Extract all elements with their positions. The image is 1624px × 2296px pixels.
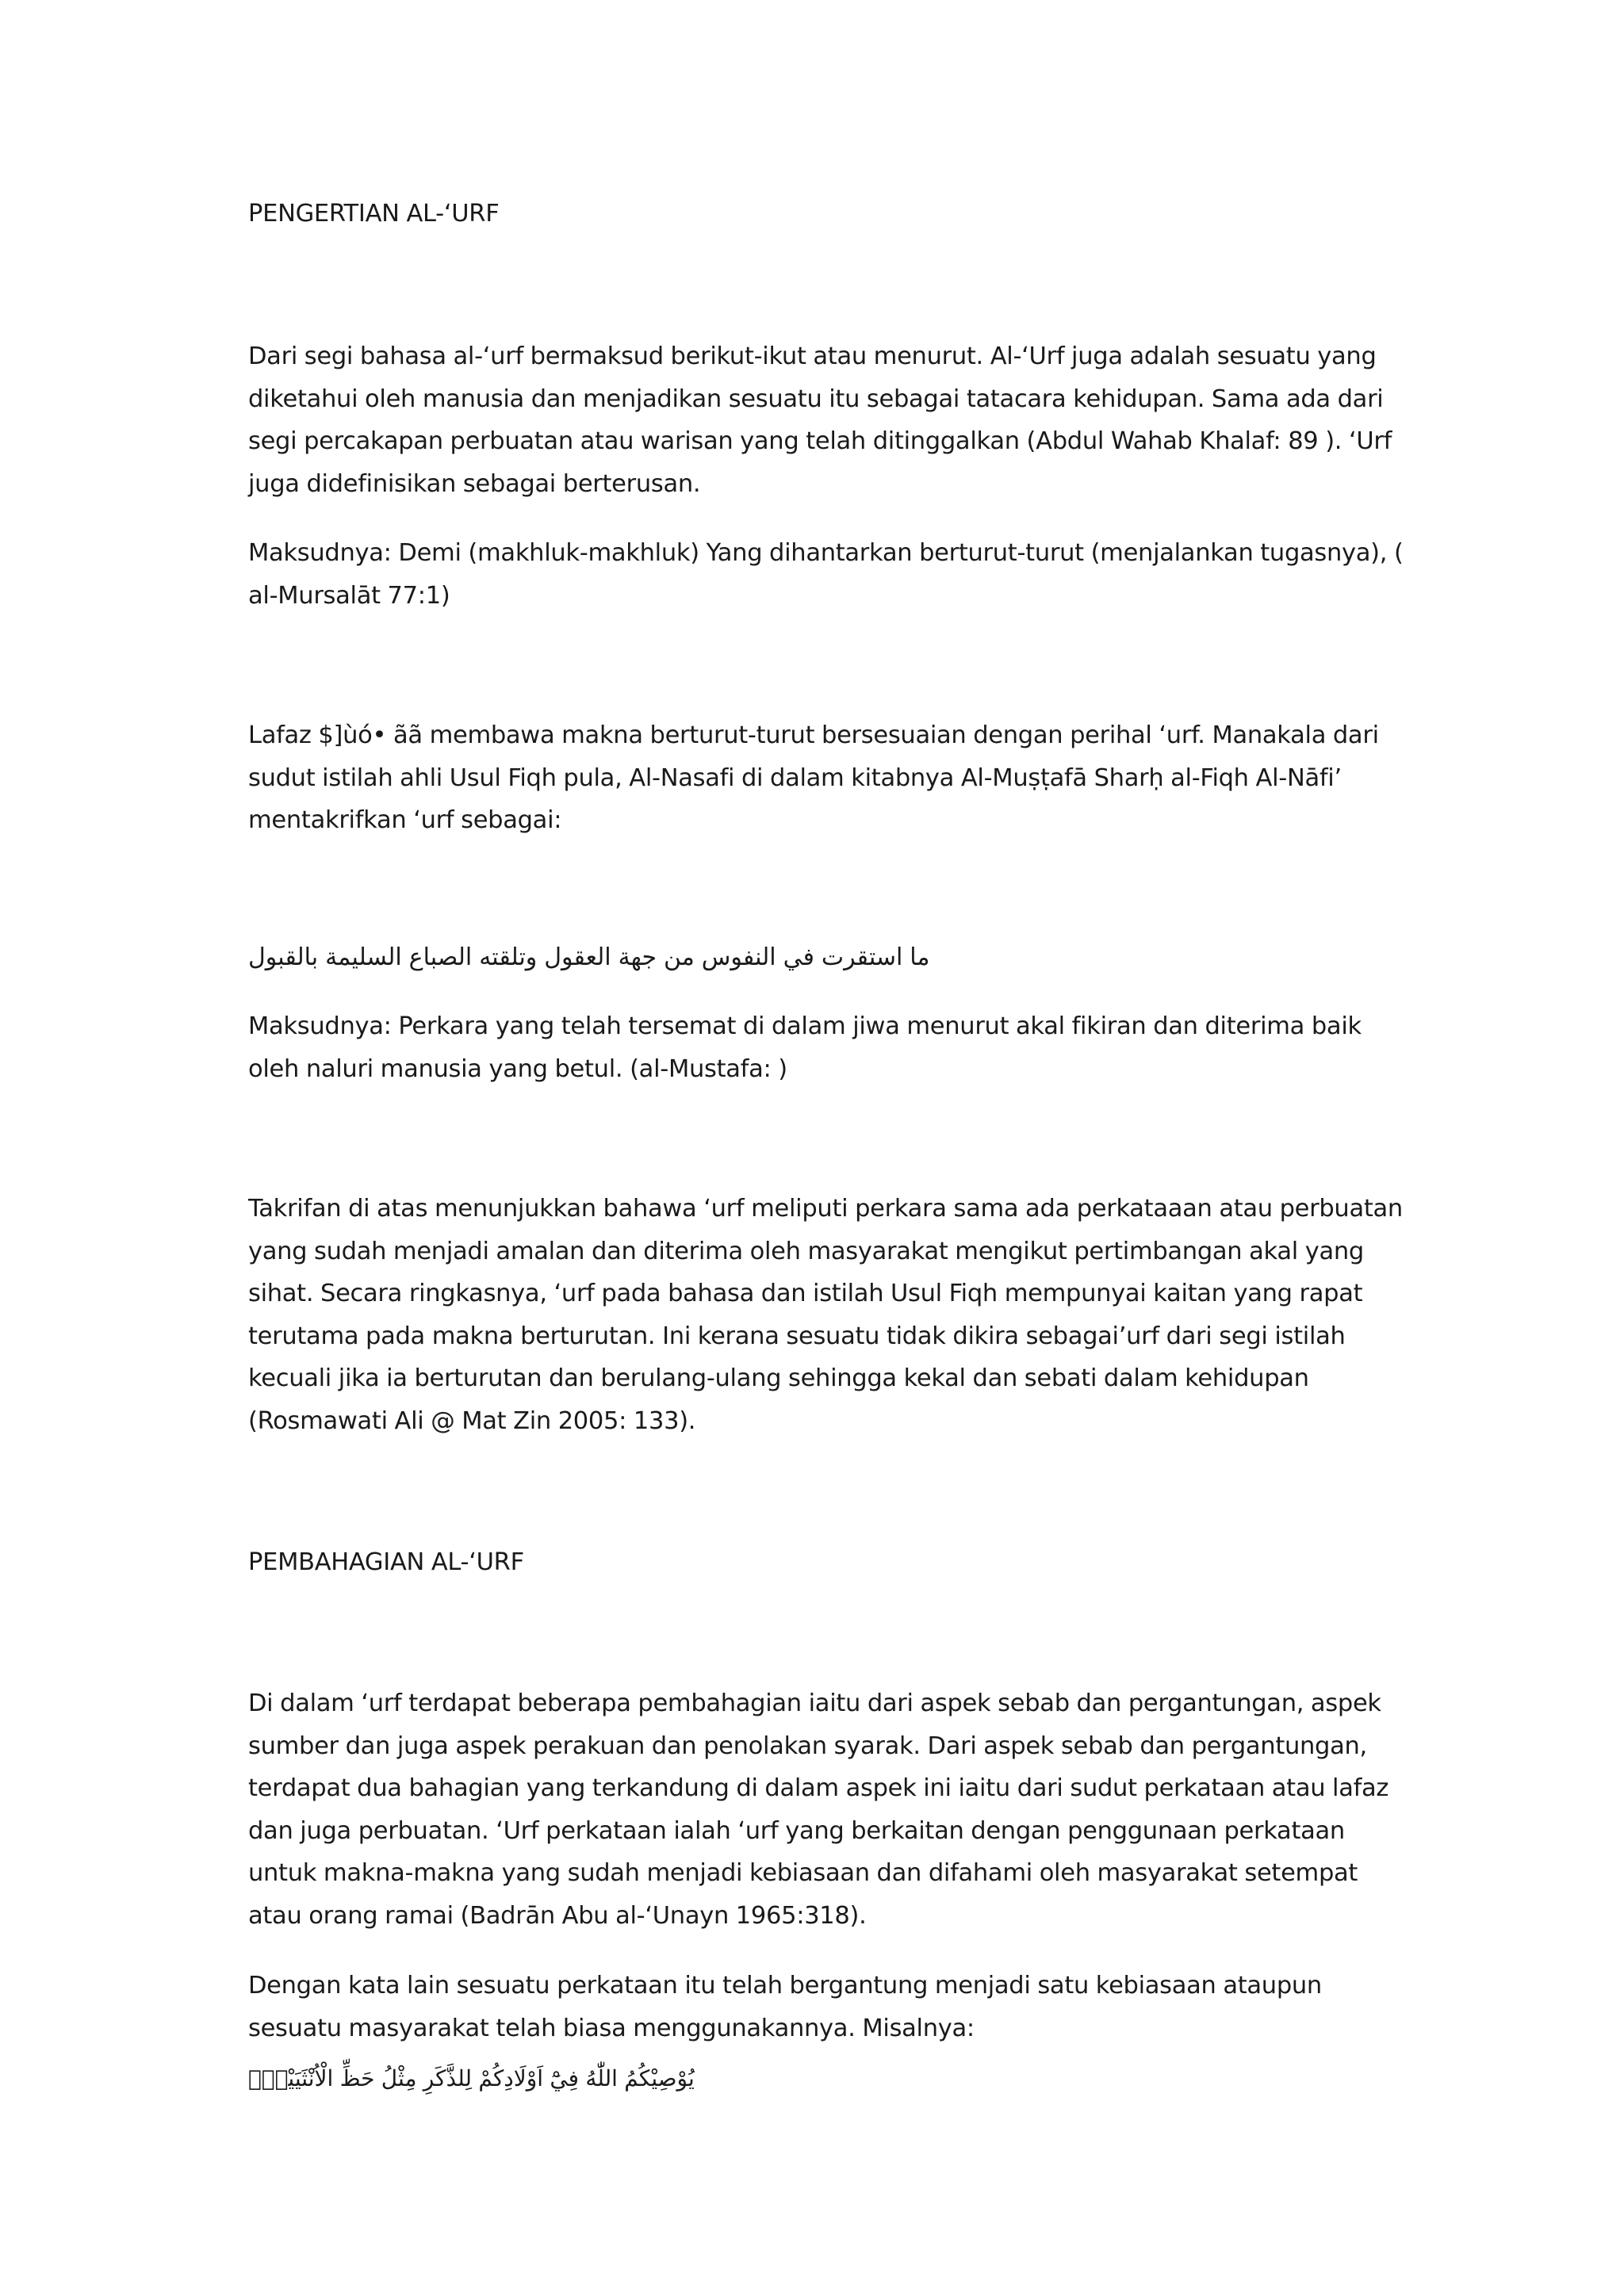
paragraph-lafaz: Lafaz $]ùó• ãã membawa makna berturut-turut bersesuaian dengan perihal ‘urf. Manakala dari sudut istilah ahli Usul Fiqh pula, Al-Nasafi di dalam kitabnya Al-Muṣṭafā Sharḥ al-Fiqh Al-Nāfi’ mentakrifkan ‘urf sebagai: [248,721,1379,835]
paragraph-definition-language: Dari segi bahasa al-‘urf bermaksud berikut-ikut atau menurut. Al-‘Urf juga adalah sesuatu yang diketahui oleh manusia dan menjadikan sesuatu itu sebagai tatacara kehidupan. Sama ada dari segi percakapan perbuatan atau warisan yang telah ditinggalkan (Abdul Wahab Khalaf: 89 ). ‘Urf juga didefinisikan sebagai berterusan. [248,342,1392,498]
heading-pengertian: PENGERTIAN AL-‘URF [248,200,500,228]
paragraph-pembahagian: Di dalam ‘urf terdapat beberapa pembahagian iaitu dari aspek sebab dan pergantungan, aspek sumber dan juga aspek perakuan dan penolakan syarak. Dari aspek sebab dan pergantungan, terdapat dua bahagian yang terkandung di dalam aspek ini iaitu dari sudut perkataan atau lafaz dan juga perbuatan. ‘Urf perkataan ialah ‘urf yang berkaitan dengan penggunaan perkataan untuk makna-makna yang sudah menjadi kebiasaan dan difahami oleh masyarakat setempat atau orang ramai (Badrān Abu al-‘Unayn 1965:318). [248,1689,1389,1930]
arabic-quran-verse: يُوْصِيْكُمُ اللّٰهُ فِيْٓ اَوْلَادِكُمْ لِلذَّكَرِ مِثْلُ حَظِّ الْاُنْثَيَيْنِۚ [248,2065,695,2091]
paragraph-maksudnya-mursalat: Maksudnya: Demi (makhluk-makhluk) Yang dihantarkan berturut-turut (menjalankan tugasnya), ( al-Mursalāt 77:1) [248,539,1404,610]
paragraph-maksudnya-perkara: Maksudnya: Perkara yang telah tersemat di dalam jiwa menurut akal fikiran dan diterima baik oleh naluri manusia yang betul. (al-Mustafa: ) [248,1012,1362,1083]
arabic-definition-text: ما استقرت في النفوس من جهة العقول وتلقته الصباع السليمة بالقبول [248,943,930,971]
paragraph-dengan-kata-lain: Dengan kata lain sesuatu perkataan itu telah bergantung menjadi satu kebiasaan ataupun sesuatu masyarakat telah biasa menggunakannya. Misalnya: [248,1972,1322,2042]
heading-pembahagian: PEMBAHAGIAN AL-‘URF [248,1548,524,1576]
paragraph-takrifan: Takrifan di atas menunjukkan bahawa ‘urf meliputi perkara sama ada perkataaan atau perbuatan yang sudah menjadi amalan dan diterima oleh masyarakat mengikut pertimbangan akal yang sihat. Secara ringkasnya, ‘urf pada bahasa dan istilah Usul Fiqh mempunyai kaitan yang rapat terutama pada makna berturutan. Ini kerana sesuatu tidak dikira sebagai’urf dari segi istilah kecuali jika ia berturutan dan berulang-ulang sehingga kekal dan sebati dalam kehidupan (Rosmawati Ali @ Mat Zin 2005: 133). [248,1195,1403,1435]
